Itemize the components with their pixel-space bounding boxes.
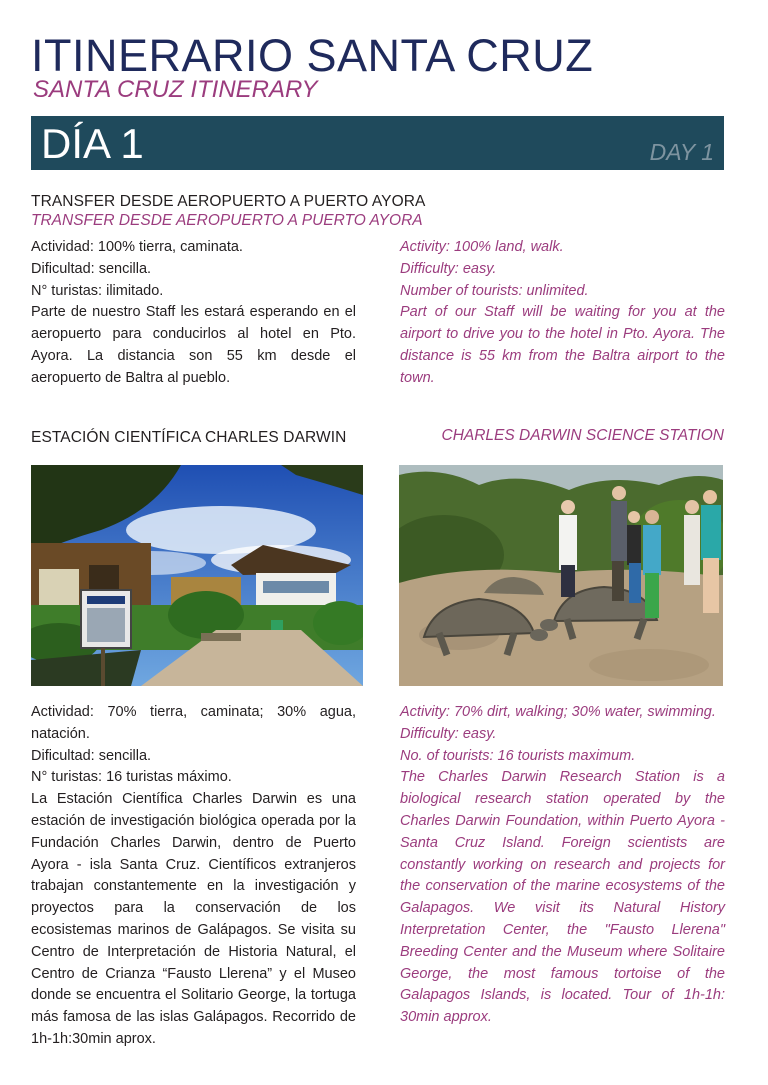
section1-difficulty-en: Difficulty: easy.	[400, 260, 497, 277]
section2-details-es	[31, 702, 356, 1051]
day-label-es: DÍA 1	[41, 120, 144, 167]
section2-tourists-en: No. of tourists: 16 tourists maximum.	[400, 747, 636, 764]
section1-description-es: Parte de nuestro Staff les estará esperando en el aeropuerto para conducirlos al hotel en Pto. Ayora. La distancia son 55 km desde el aeropuerto de Baltra al pueblo.	[31, 304, 356, 386]
section1-heading-es: TRANSFER DESDE AEROPUERTO A PUERTO AYORA	[31, 193, 426, 210]
section2-difficulty-en: Difficulty: easy.	[400, 725, 497, 742]
section2-description-en: The Charles Darwin Research Station is a biological research station operated by the Charles Darwin Foundation, within Puerto Ayora -Santa Cruz Island. Foreign scientists are constantly working on research and projects for the conservation of the marine ecosystems of the Galapagos. We visit its Natural History Interpretation Center, the "Fausto Llerena" Breeding Center and the Museum where Solitaire George, the most famous tortoise of the Galapagos Islands, is located. Tour of 1h-1h: 30min approx.	[400, 769, 725, 1026]
section2-description-es: La Estación Científica Charles Darwin es una estación de investigación biológica operada por la Fundación Charles Darwin, dentro de Puerto Ayora - isla Santa Cruz. Científicos extranjeros trabajan constantemente en la investigación y proyectos para la conservación de los ecosistemas marinos de Galápagos. Se visita su Centro de Interpretación de Historia Natural, el Centro de Crianza “Fausto Llerena” y el Museo donde se encuentra el Solitario George, la tortuga más famosa de las islas Galápagos. Recorrido de 1h-1h:30min aprox.	[31, 791, 356, 1047]
station-photo	[31, 465, 363, 686]
section1-activity-es: Actividad: 100% tierra, caminata.	[31, 239, 243, 255]
day-banner	[31, 116, 724, 170]
section2-details-en	[400, 702, 725, 1029]
section1-heading-en: TRANSFER DESDE AEROPUERTO A PUERTO AYORA	[31, 212, 423, 229]
tortoise-photo	[399, 465, 723, 686]
section1-difficulty-es: Dificultad: sencilla.	[31, 260, 152, 277]
section1-tourists-en: Number of tourists: unlimited.	[400, 282, 589, 299]
section2-tourists-es: N° turistas: 16 turistas máximo.	[31, 769, 232, 786]
section1-details-en	[400, 237, 725, 390]
section2-heading-es: ESTACIÓN CIENTÍFICA CHARLES DARWIN	[31, 429, 347, 446]
section1-activity-en: Activity: 100% land, walk.	[400, 239, 564, 255]
page-title: ITINERARIO SANTA CRUZ	[31, 30, 594, 81]
section1-description-en: Part of our Staff will be waiting for you at the airport to drive you to the hotel in Pto. Ayora. The distance is 55 km from the Baltra airport to the town.	[400, 304, 725, 386]
section1-details-es	[31, 237, 356, 390]
day-label-en: DAY 1	[649, 139, 714, 165]
section2-activity-es: Actividad: 70% tierra, caminata; 30% agua, natación.	[31, 704, 356, 742]
section1-tourists-es: N° turistas: ilimitado.	[31, 282, 164, 299]
section2-activity-en: Activity: 70% dirt, walking; 30% water, swimming.	[400, 704, 716, 720]
section2-difficulty-es: Dificultad: sencilla.	[31, 747, 152, 764]
page-subtitle: SANTA CRUZ ITINERARY	[33, 76, 318, 103]
section2-heading-en: CHARLES DARWIN SCIENCE STATION	[441, 427, 724, 444]
